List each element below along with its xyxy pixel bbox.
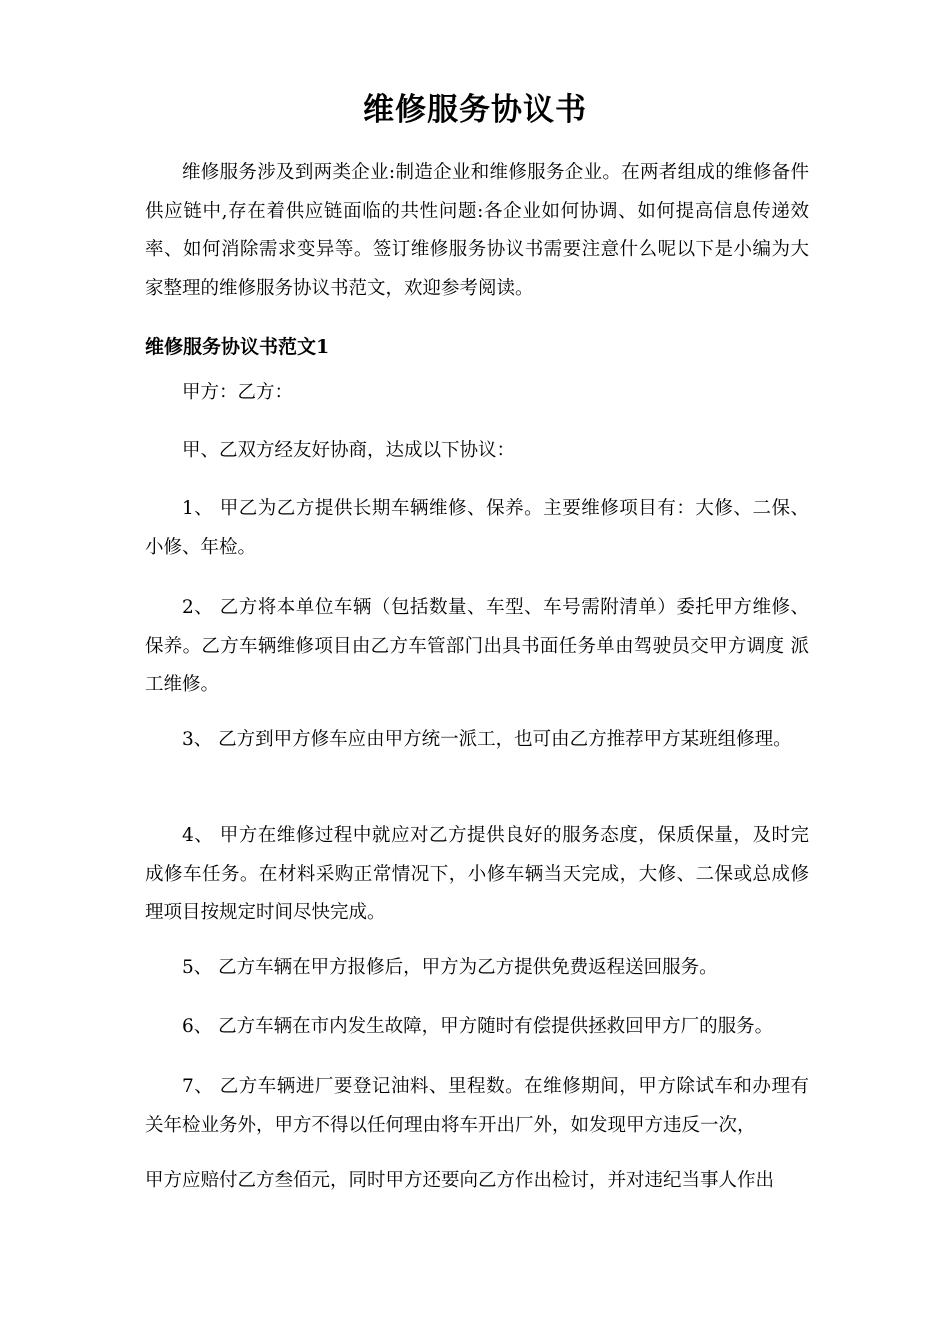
clause-3: 3、 乙方到甲方修车应由甲方统一派工，也可由乙方推荐甲方某班组修理。 — [182, 729, 792, 750]
document-title: 维修服务协议书 — [363, 92, 587, 128]
clause-4: 4、 甲方在维修过程中就应对乙方提供良好的服务态度，保质保量，及时完成修车任务。在材料采购正常情况下，小修车辆当天完成，大修、二保或总成修理项目按规定时间尽快完成。 — [145, 825, 809, 923]
clause-7: 7、 乙方车辆进厂要登记油料、里程数。在维修期间，甲方除试车和办理有关年检业务外，甲方不得以任何理由将车开出厂外，如发现甲方违反一次， — [145, 1076, 809, 1136]
parties-line: 甲方：乙方： — [182, 382, 294, 403]
agreement-lead: 甲、乙双方经友好协商，达成以下协议： — [182, 440, 516, 461]
clause-2: 2、 乙方将本单位车辆（包括数量、车型、车号需附清单）委托甲方维修、 保养。乙方车辆维修项目由乙方车管部门出具书面任务单由驾驶员交甲方调度 派工维修。 — [145, 597, 809, 695]
clause-6: 6、 乙方车辆在市内发生故障，甲方随时有偿提供拯救回甲方厂的服务。 — [182, 1016, 774, 1037]
clause-1: 1、 甲乙为乙方提供长期车辆维修、保养。主要维修项目有：大修、二保、小修、年检。 — [145, 498, 809, 558]
clause-7-continuation: 甲方应赔付乙方叁佰元，同时甲方还要向乙方作出检讨，并对违纪当事人作出 — [145, 1170, 775, 1191]
section-heading: 维修服务协议书范文1 — [145, 336, 330, 358]
clause-5: 5、 乙方车辆在甲方报修后，甲方为乙方提供免费返程送回服务。 — [182, 957, 718, 978]
intro-paragraph: 维修服务涉及到两类企业:制造企业和维修服务企业。在两者组成的维修备件供应链中,存在着供应链面临的共性问题:各企业如何协调、如何提高信息传递效率、如何消除需求变异等。签订维修服务协议书需要注意什么呢以下是小编为大家整理的维修服务协议书范文，欢迎参考阅读。 — [145, 162, 809, 299]
